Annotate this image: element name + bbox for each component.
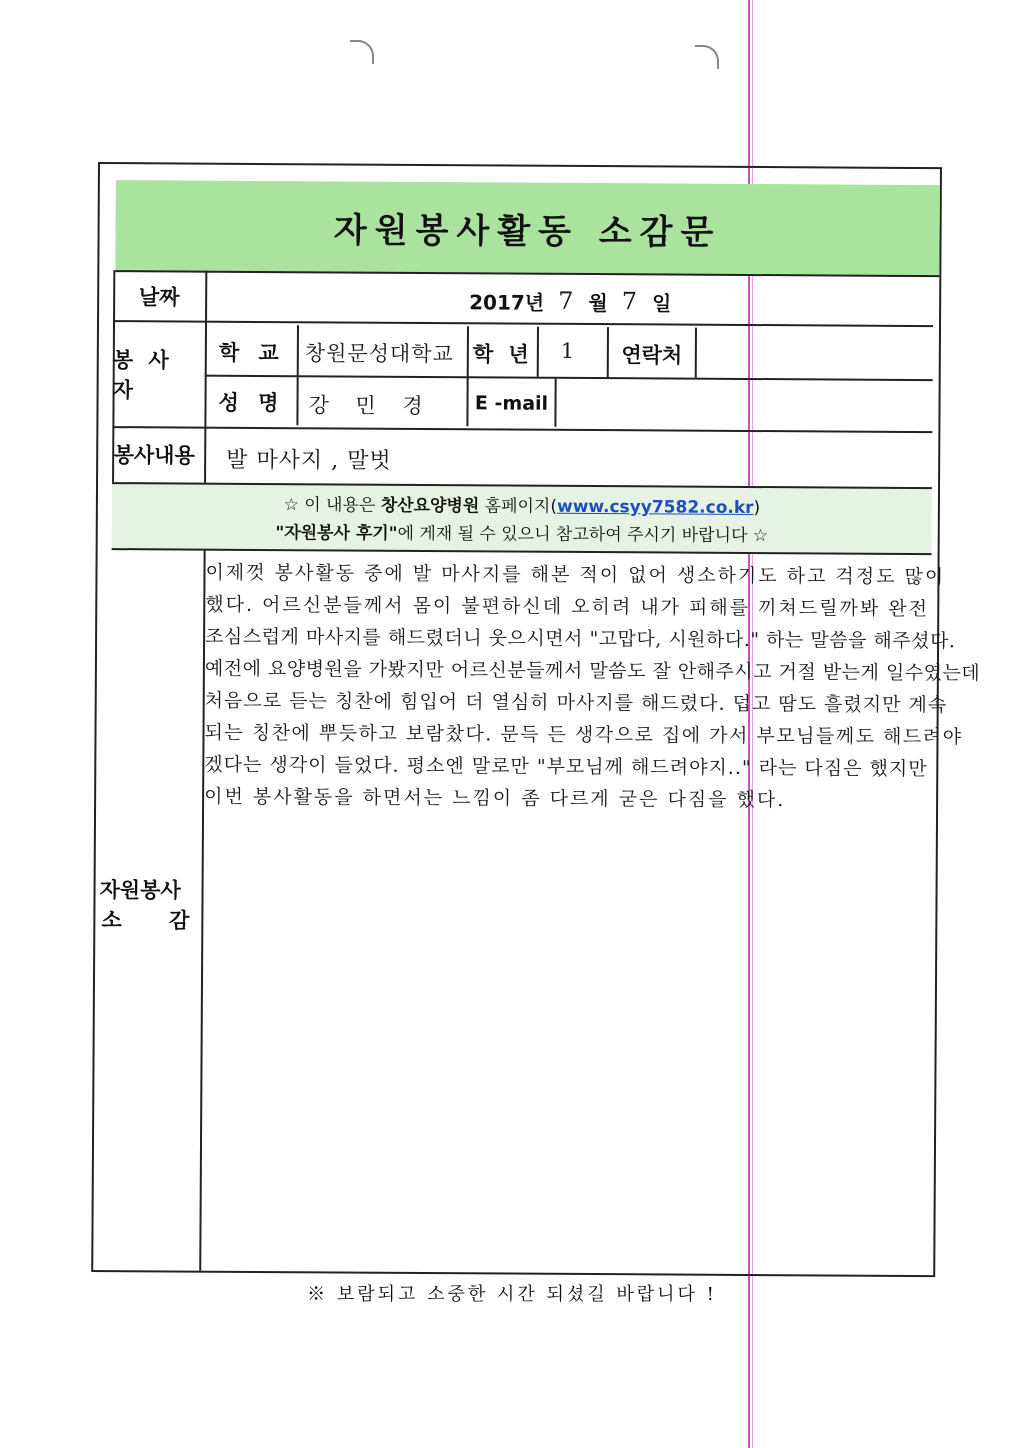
form-title: 자원봉사활동 소감문	[115, 180, 940, 277]
volunteer-label: 봉 사 자	[112, 348, 173, 403]
content-label: 봉사내용	[113, 443, 195, 468]
date-value	[469, 280, 671, 321]
impression-line: 겠다는 생각이 들었다. 평소엔 말로만 "부모님께 해드려야지.." 라는 다짐은 했지만	[204, 753, 928, 781]
impression-line: 이번 봉사활동을 하면서는 느낌이 좀 다르게 굳은 다짐을 했다.	[204, 785, 786, 812]
notice-url-link[interactable]: www.csyy7582.co.kr	[556, 496, 754, 519]
impression-line: 처음으로 듣는 칭찬에 힘입어 더 열심히 마사지를 해드렸다. 덥고 땀도 흘렸지만 계속	[204, 689, 948, 717]
impression-line: 되는 칭찬에 뿌듯하고 보람찼다. 문득 든 생각으로 집에 가서 부모님들께도 해드려야	[204, 721, 963, 749]
date-day-unit: 일	[651, 290, 672, 316]
volunteer-report-form	[91, 162, 981, 1277]
impression-line: 이제껏 봉사활동 중에 발 마사지를 해본 적이 없어 생소하기도 하고 걱정도 많이	[205, 561, 946, 589]
notice-box	[112, 482, 932, 555]
date-month: 7	[558, 286, 575, 315]
notice-hospital: 창산요양병원	[380, 495, 480, 517]
date-year: 2017년	[469, 289, 545, 315]
punch-hole-right	[695, 45, 719, 69]
school-value: 창원문성대학교	[304, 341, 454, 367]
content-value: 발 마사지 , 말벗	[226, 447, 392, 474]
grade-label-divider	[537, 327, 539, 377]
impression-text	[204, 557, 981, 817]
date-day: 7	[621, 287, 639, 316]
grade-label: 학 년	[472, 342, 533, 367]
impression-line: 예전에 요양병원을 가봤지만 어르신분들께서 말씀도 잘 안해주시고 거절 받는게 일수였는데	[204, 657, 981, 685]
email-label-divider	[554, 379, 556, 427]
notice-text-2: 에 게재 될 수 있으니 참고하여 주시기 바랍니다 ☆	[397, 523, 769, 547]
footer-message: ※ 보람되고 소중한 시간 되셨길 바랍니다 !	[307, 1284, 717, 1305]
date-month-unit: 월	[588, 290, 608, 315]
notice-close-paren: )	[753, 498, 761, 519]
impression-line: 조심스럽게 마사지를 해드렸더니 웃으시면서 "고맙다, 시원하다." 하는 말씀을 해주셨다.	[205, 625, 956, 653]
name-label: 성 명	[218, 390, 285, 416]
contact-label-divider	[695, 328, 697, 378]
row-divider-name	[112, 426, 932, 433]
name-value: 강 민 경	[308, 393, 433, 419]
impression-line: 했다. 어르신분들께서 몸이 불편하신데 오히려 내가 피해를 끼쳐드릴까봐 완전	[205, 593, 930, 621]
contact-label: 연락처	[621, 343, 683, 368]
notice-homepage: 홈페이지(	[484, 496, 558, 517]
school-label: 학 교	[218, 340, 285, 366]
notice-text-1: ☆ 이 내용은	[283, 495, 376, 516]
date-label: 날짜	[138, 285, 180, 310]
impression-label-line-1: 자원봉사	[99, 878, 181, 903]
email-label: E -mail	[474, 392, 549, 415]
grade-value: 1	[560, 338, 576, 363]
notice-quote: "자원봉사 후기"	[275, 523, 398, 544]
impression-label-line-2: 소 감	[101, 908, 190, 933]
row-divider-date	[113, 320, 933, 327]
punch-hole-left	[350, 40, 374, 64]
impression-label	[95, 864, 199, 945]
notice-line-2	[112, 518, 932, 551]
row-divider-school	[205, 375, 933, 381]
